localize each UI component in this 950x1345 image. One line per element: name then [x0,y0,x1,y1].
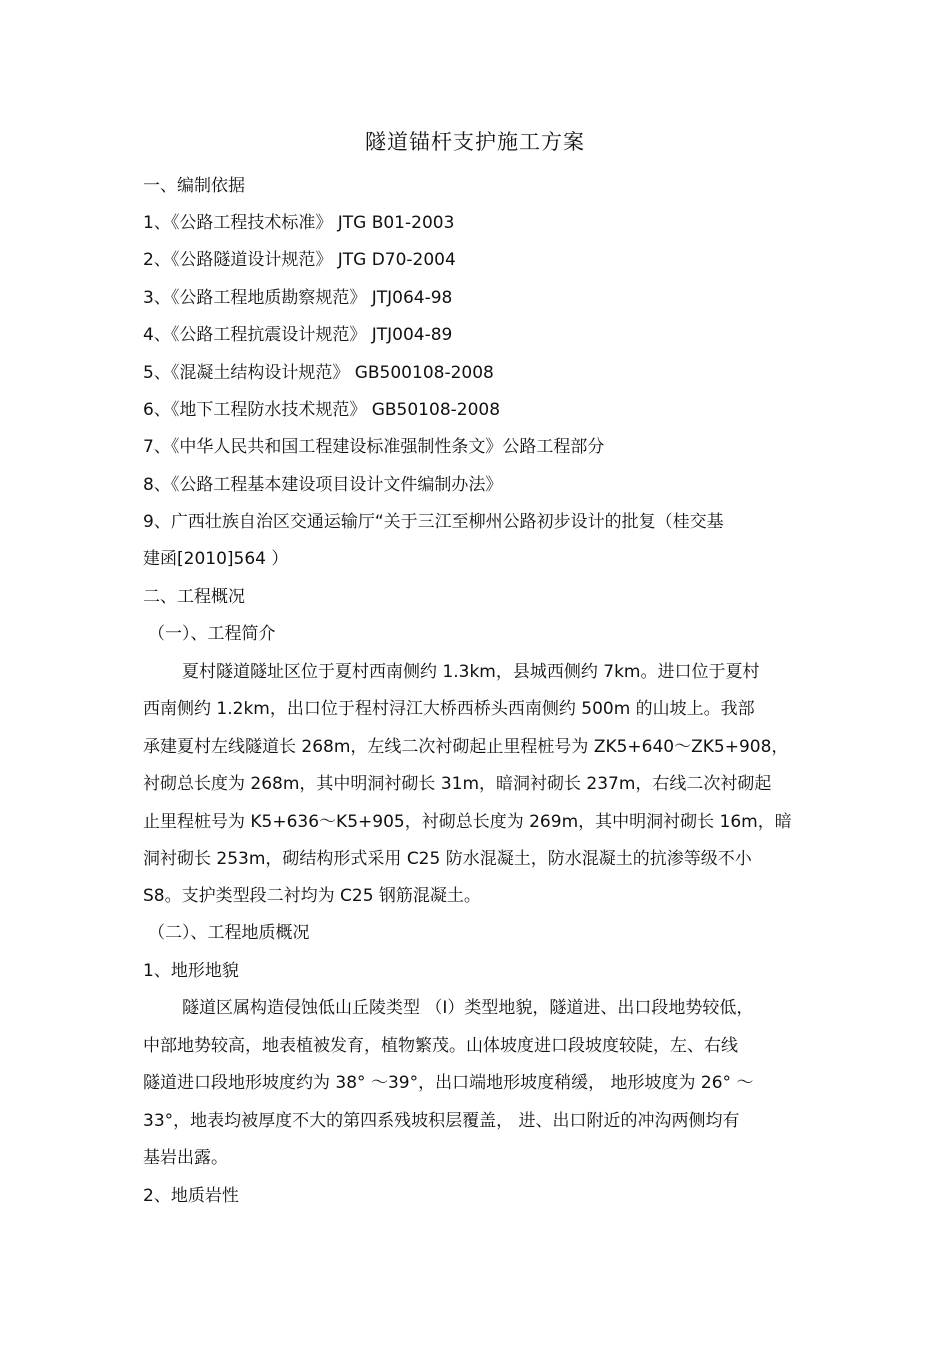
section-heading-basis: 一、编制依据 [143,176,245,196]
basis-item: 5、《混凝土结构设计规范》 GB500108-2008 [143,363,494,383]
terrain-paragraph-line: 基岩出露。 [143,1148,228,1168]
intro-paragraph-line: 西南侧约 1.2km，出口位于程村浔江大桥西桥头西南侧约 500m 的山坡上。我部 [143,699,755,719]
document-title: 隧道锚杆支护施工方案 [365,130,585,154]
subsection-heading-intro: （一）、工程简介 [148,624,276,644]
item-heading-terrain: 1、地形地貌 [143,961,239,981]
terrain-paragraph-line: 隧道进口段地形坡度约为 38° ～39°，出口端地形坡度稍缓， 地形坡度为 26° ～ [143,1073,754,1093]
basis-item: 2、《公路隧道设计规范》 JTG D70-2004 [143,250,456,270]
basis-item: 7、《中华人民共和国工程建设标准强制性条文》公路工程部分 [143,437,605,457]
intro-paragraph-line: 夏村隧道隧址区位于夏村西南侧约 1.3km，县城西侧约 7km。进口位于夏村 [182,662,760,682]
basis-item: 6、《地下工程防水技术规范》 GB50108-2008 [143,400,501,420]
basis-item: 9、广西壮族自治区交通运输厅“关于三江至柳州公路初步设计的批复（桂交基 [143,512,724,532]
basis-item: 4、《公路工程抗震设计规范》 JTJ004-89 [143,325,453,345]
terrain-paragraph-line: 33°，地表均被厚度不大的第四系残坡积层覆盖， 进、出口附近的冲沟两侧均有 [143,1111,740,1131]
terrain-paragraph-line: 中部地势较高，地表植被发育，植物繁茂。山体坡度进口段坡度较陡，左、右线 [143,1036,738,1056]
basis-item-continued: 建函[2010]564 ） [143,549,289,569]
item-heading-lithology: 2、地质岩性 [143,1186,239,1206]
subsection-heading-geology: （二）、工程地质概况 [148,923,310,943]
intro-paragraph-line: 承建夏村左线隧道长 268m，左线二次衬砌起止里程桩号为 ZK5+640～ZK5+908， [143,737,789,757]
section-heading-overview: 二、工程概况 [143,587,245,607]
basis-item: 8、《公路工程基本建设项目设计文件编制办法》 [143,475,503,495]
intro-paragraph-line: 止里程桩号为 K5+636～K5+905，衬砌总长度为 269m，其中明洞衬砌长 16m，暗 [143,812,792,832]
basis-item: 1、《公路工程技术标准》 JTG B01-2003 [143,213,455,233]
basis-item: 3、《公路工程地质勘察规范》 JTJ064-98 [143,288,453,308]
intro-paragraph-line: 衬砌总长度为 268m，其中明洞衬砌长 31m，暗洞衬砌长 237m，右线二次衬砌起 [143,774,772,794]
intro-paragraph-line: S8。支护类型段二衬均为 C25 钢筋混凝土。 [143,886,481,906]
terrain-paragraph-line: 隧道区属构造侵蚀低山丘陵类型 （Ⅰ）类型地貌，隧道进、出口段地势较低， [182,998,754,1018]
intro-paragraph-line: 洞衬砌长 253m，砌结构形式采用 C25 防水混凝土，防水混凝土的抗渗等级不小 [143,849,752,869]
